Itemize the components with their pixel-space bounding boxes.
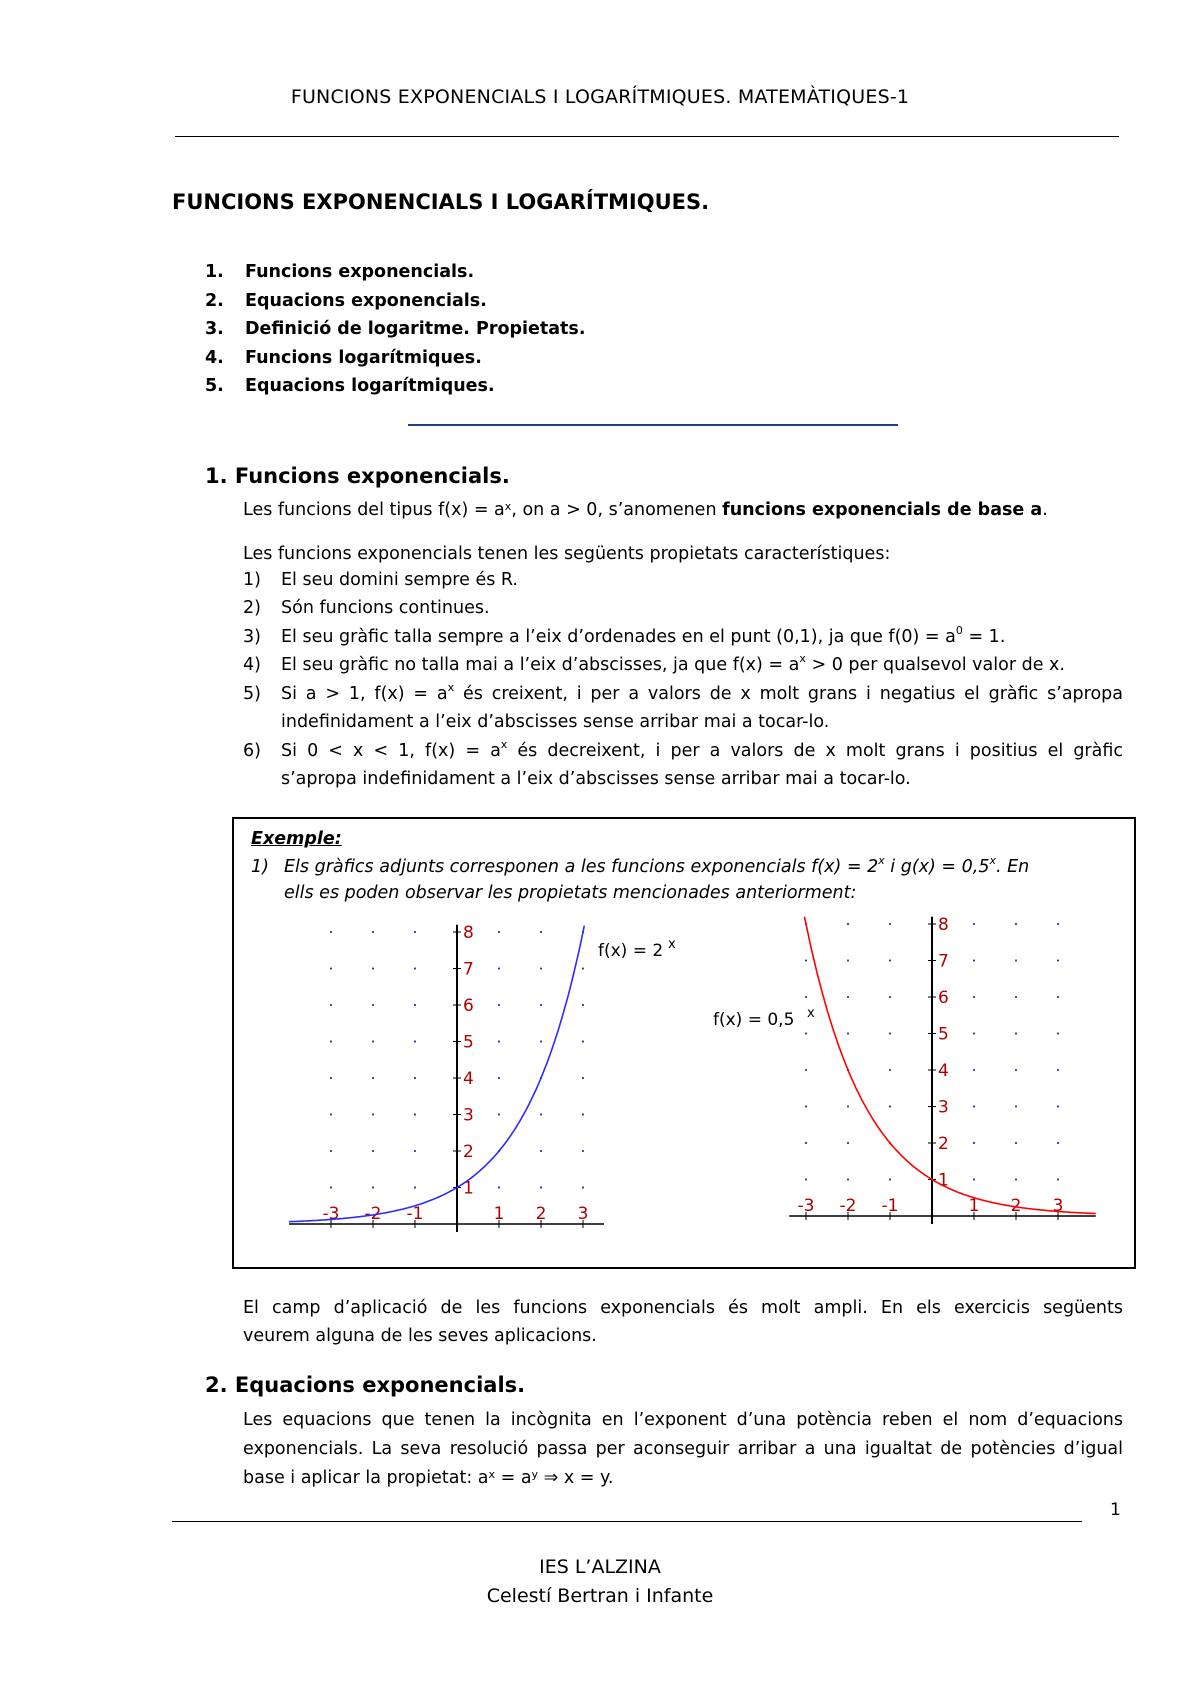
grid-dot	[414, 1004, 416, 1006]
series-line	[289, 926, 584, 1222]
grid-dot	[498, 931, 500, 933]
grid-dot	[889, 1105, 891, 1107]
x-tick-label: 2	[1010, 1196, 1022, 1216]
x-tick-label: 2	[535, 1204, 547, 1224]
grid-dot	[414, 1186, 416, 1188]
grid-dot	[330, 1150, 332, 1152]
grid-dot	[889, 923, 891, 925]
grid-dot	[889, 1069, 891, 1071]
grid-dot	[847, 923, 849, 925]
grid-dot	[973, 1142, 975, 1144]
grid-dot	[805, 996, 807, 998]
grid-dot	[498, 1113, 500, 1115]
grid-dot	[1057, 1105, 1059, 1107]
grid-dot	[1015, 1142, 1017, 1144]
grid-dot	[582, 967, 584, 969]
grid-dot	[372, 1150, 374, 1152]
section-2-line-1: Les equacions que tenen la incògnita en l’exponent d’una potència reben el nom d’equacions	[243, 1410, 1123, 1430]
grid-dot	[805, 1069, 807, 1071]
section-2-heading: 2. Equacions exponencials.	[205, 1373, 526, 1397]
y-tick-label: 7	[463, 959, 474, 980]
x-tick-label: 3	[1052, 1196, 1064, 1216]
running-header: FUNCIONS EXPONENCIALS I LOGARÍTMIQUES. MATEMÀTIQUES-1	[290, 86, 910, 108]
grid-dot	[889, 1032, 891, 1034]
grid-dot	[582, 1113, 584, 1115]
y-tick-label: 3	[938, 1097, 949, 1118]
grid-dot	[1015, 923, 1017, 925]
grid-dot	[973, 1069, 975, 1071]
grid-dot	[805, 959, 807, 961]
grid-dot	[498, 1004, 500, 1006]
grid-dot	[889, 1178, 891, 1180]
chart-exponential-05x	[713, 915, 1096, 1224]
grid-dot	[498, 1077, 500, 1079]
example-text-line2: ells es poden observar les propietats mencionades anteriorment:	[284, 883, 857, 903]
x-tick-label: -1	[881, 1196, 899, 1216]
grid-dot	[973, 1105, 975, 1107]
toc-item: 5. Equacions logarítmiques.	[205, 376, 495, 396]
grid-dot	[372, 1113, 374, 1115]
grid-dot	[847, 959, 849, 961]
x-tick-label: 1	[493, 1204, 505, 1224]
grid-dot	[540, 1004, 542, 1006]
example-number: 1)	[251, 857, 269, 877]
y-tick-label: 3	[463, 1105, 474, 1126]
grid-dot	[372, 1077, 374, 1079]
grid-dot	[582, 1040, 584, 1042]
series-label-exponent: x	[807, 1006, 815, 1021]
grid-dot	[847, 1032, 849, 1034]
grid-dot	[805, 1105, 807, 1107]
example-label: Exemple:	[251, 829, 342, 849]
toc-item: 3. Definició de logaritme. Propietats.	[205, 319, 586, 339]
series-label: f(x) = 2	[598, 941, 664, 961]
grid-dot	[1057, 1142, 1059, 1144]
grid-dot	[582, 1150, 584, 1152]
grid-dot	[847, 996, 849, 998]
grid-dot	[973, 1032, 975, 1034]
y-tick-label: 4	[463, 1069, 474, 1089]
chart-exponential-2x	[289, 923, 676, 1232]
grid-dot	[973, 996, 975, 998]
x-tick-label: -2	[839, 1196, 857, 1216]
footer-rule	[172, 1521, 1082, 1522]
grid-dot	[1015, 996, 1017, 998]
grid-dot	[540, 967, 542, 969]
grid-dot	[540, 931, 542, 933]
grid-dot	[330, 967, 332, 969]
x-tick-label: -3	[322, 1204, 340, 1224]
grid-dot	[414, 967, 416, 969]
grid-dot	[973, 959, 975, 961]
y-tick-label: 5	[463, 1032, 474, 1053]
properties-intro: Les funcions exponencials tenen les següents propietats característiques:	[243, 544, 891, 564]
grid-dot	[330, 1040, 332, 1042]
series-label-exponent: x	[668, 937, 676, 952]
grid-dot	[540, 1150, 542, 1152]
grid-dot	[330, 1186, 332, 1188]
grid-dot	[1015, 959, 1017, 961]
grid-dot	[1057, 1069, 1059, 1071]
grid-dot	[414, 1113, 416, 1115]
footer-school: IES L’ALZINA	[539, 1556, 661, 1578]
grid-dot	[540, 1113, 542, 1115]
grid-dot	[805, 1142, 807, 1144]
grid-dot	[582, 1004, 584, 1006]
y-tick-label: 6	[938, 988, 949, 1008]
grid-dot	[1015, 1178, 1017, 1180]
grid-dot	[1015, 1105, 1017, 1107]
grid-dot	[498, 1186, 500, 1188]
grid-dot	[889, 959, 891, 961]
grid-dot	[414, 1040, 416, 1042]
y-tick-label: 1	[938, 1170, 949, 1191]
section-2-line-2: exponencials. La seva resolució passa per aconseguir arribar a una igualtat de potències d’igual	[243, 1439, 1123, 1459]
grid-dot	[330, 1004, 332, 1006]
grid-dot	[498, 1040, 500, 1042]
y-tick-label: 7	[938, 951, 949, 972]
document-title: FUNCIONS EXPONENCIALS I LOGARÍTMIQUES.	[172, 190, 710, 214]
y-tick-label: 1	[463, 1178, 474, 1199]
section-1-heading: 1. Funcions exponencials.	[205, 464, 510, 488]
grid-dot	[1057, 923, 1059, 925]
y-tick-label: 2	[463, 1142, 474, 1162]
grid-dot	[847, 1105, 849, 1107]
y-tick-label: 5	[938, 1024, 949, 1045]
x-tick-label: 3	[577, 1204, 589, 1224]
grid-dot	[372, 1040, 374, 1042]
y-tick-label: 8	[463, 923, 474, 943]
x-tick-label: 1	[968, 1196, 980, 1216]
grid-dot	[582, 1077, 584, 1079]
grid-dot	[847, 1178, 849, 1180]
section-2-line-3: base i aplicar la propietat: $a^x = a^y$ ⇒ x = y.	[243, 1468, 614, 1488]
closing-line-1: El camp d’aplicació de les funcions exponencials és molt ampli. En els exercicis següents	[243, 1298, 1123, 1318]
grid-dot	[1057, 1178, 1059, 1180]
closing-line-2: veurem alguna de les seves aplicacions.	[243, 1326, 597, 1346]
grid-dot	[414, 1077, 416, 1079]
grid-dot	[1015, 1069, 1017, 1071]
grid-dot	[414, 1150, 416, 1152]
toc-item: 4. Funcions logarítmiques.	[205, 347, 482, 368]
grid-dot	[805, 1032, 807, 1034]
grid-dot	[1057, 1032, 1059, 1034]
series-label: f(x) = 0,5	[713, 1010, 795, 1030]
grid-dot	[1015, 1032, 1017, 1034]
grid-dot	[372, 1004, 374, 1006]
grid-dot	[973, 1178, 975, 1180]
section-1-intro: Les funcions del tipus $f(x) = a^x$, on a > 0, s’anomenen funcions exponencials de base a.	[243, 500, 1048, 520]
grid-dot	[414, 931, 416, 933]
example-text-line1: Els gràfics adjunts corresponen a les funcions exponencials $f(x) = 2^x$ i $g(x) = 0,5^x$. En	[284, 854, 1030, 877]
x-tick-label: -3	[797, 1196, 815, 1216]
toc-item: 1. Funcions exponencials.	[205, 262, 475, 282]
page-number: 1	[1110, 1500, 1121, 1520]
grid-dot	[372, 967, 374, 969]
grid-dot	[847, 1142, 849, 1144]
grid-dot	[372, 1186, 374, 1188]
x-tick-label: -2	[364, 1204, 382, 1224]
grid-dot	[973, 923, 975, 925]
grid-dot	[330, 931, 332, 933]
y-tick-label: 2	[938, 1134, 949, 1154]
grid-dot	[805, 1178, 807, 1180]
x-tick-label: -1	[406, 1204, 424, 1224]
toc-item: 2. Equacions exponencials.	[205, 290, 487, 311]
grid-dot	[889, 996, 891, 998]
grid-dot	[540, 1040, 542, 1042]
y-tick-label: 6	[463, 996, 474, 1016]
grid-dot	[582, 1186, 584, 1188]
y-tick-label: 8	[938, 915, 949, 935]
y-tick-label: 4	[938, 1061, 949, 1081]
grid-dot	[1057, 959, 1059, 961]
grid-dot	[330, 1113, 332, 1115]
grid-dot	[498, 967, 500, 969]
grid-dot	[540, 1186, 542, 1188]
grid-dot	[330, 1077, 332, 1079]
grid-dot	[1057, 996, 1059, 998]
footer-author: Celestí Bertran i Infante	[486, 1585, 714, 1607]
grid-dot	[372, 931, 374, 933]
